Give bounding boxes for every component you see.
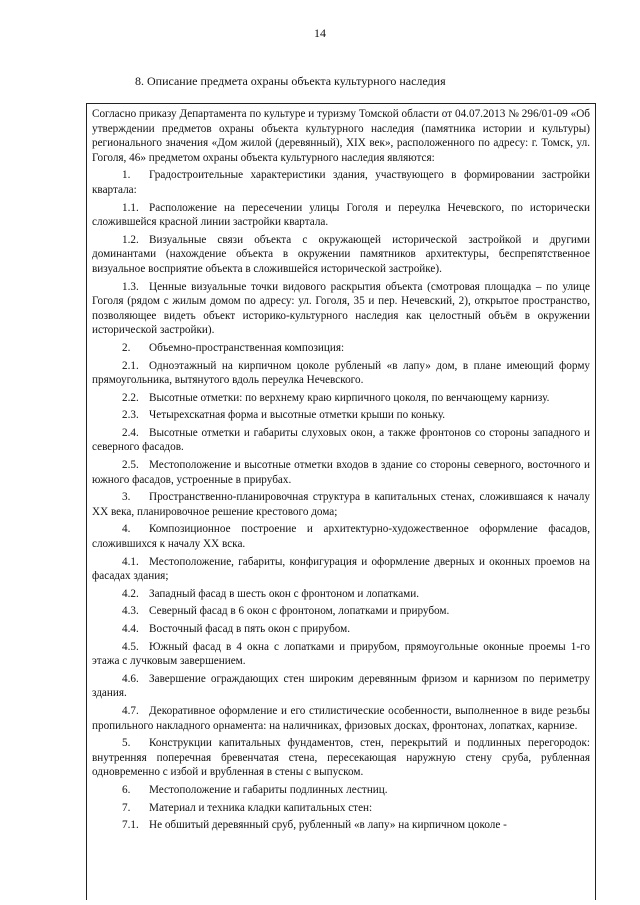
list-item [92,408,590,423]
list-item-text: Ценные визуальные точки видового раскрытия объекта (смотровая площадка – по улице Гоголя (рядом с жилым домом по адресу: ул. Гоголя, 35 и пер. Нечевский, 2), открытое пространство, позволяющее видеть объект историко-культурного наследия как целостный объём в окружении исторической застройки). [92,280,590,337]
list-item-text: Одноэтажный на кирпичном цоколе рубленый «в лапу» дом, в плане имеющий форму прямоугольника, вытянутого вдоль переулка Нечевского. [92,359,590,387]
list-item-number: 7.1. [122,819,139,832]
list-item-number: 4. [122,523,131,536]
list-item-number: 4.4. [122,623,139,635]
list-item [92,622,590,637]
list-item [92,522,590,551]
protection-subject-frame [86,103,596,900]
list-item [92,555,590,584]
list-item-text: Градостроительные характеристики здания, участвующего в формировании застройки квартала: [92,169,590,196]
list-item [92,704,590,733]
list-item-number: 1. [122,169,131,182]
list-item [92,640,590,669]
list-item-number: 2.1. [122,359,139,372]
list-item-text: Высотные отметки и габариты слуховых окон, а также фронтонов со стороны западного и северного фасадов. [92,426,590,454]
page-number: 14 [314,26,326,40]
list-item-number: 6. [122,783,131,796]
list-item-number: 4.1. [122,555,139,568]
list-item-number: 2.2. [122,391,139,404]
list-item-text: Четырехскатная форма и высотные отметки крыши по коньку. [149,409,446,422]
list-item-number: 1.3. [122,280,139,293]
list-item-number: 1.2. [122,233,139,246]
list-item-number: 1.1. [122,201,139,214]
list-item [92,233,590,277]
list-item [92,391,590,406]
list-item-text: Высотные отметки: по верхнему краю кирпичного цоколя, по венчающему карнизу. [149,391,550,404]
list-item-number: 4.6. [122,672,139,685]
list-item [92,801,590,816]
list-item-text: Композиционное построение и архитектурно-художественное оформление фасадов, сложившихся к началу XX вска. [92,523,590,551]
list-item-text: Расположение на пересечении улицы Гоголя и переулка Нечевского, по исторически сложившейся красной линии застройки квартала. [92,201,590,229]
list-item [92,736,590,780]
list-item [92,783,590,798]
list-item [92,280,590,338]
list-item [92,168,590,197]
list-item-number: 5. [122,737,131,750]
list-item [92,587,590,602]
list-item [92,458,590,487]
list-item-text: Южный фасад в 4 окна с лопатками и прирубом, прямоугольные оконные проемы 1-го этажа с лучковым завершением. [92,640,590,668]
list-item-number: 2.4. [122,426,139,439]
list-item-text: Местоположение и габариты подлинных лестниц. [149,783,388,796]
list-item-number: 4.3. [122,605,139,618]
list-item-text: Пространственно-планировочная структура в капитальных стенах, сложившаяся к началу XX века, планировочное решение крестового дома; [92,491,590,518]
list-item-number: 4.2. [122,587,139,600]
list-item-text: Завершение ограждающих стен широким деревянным фризом и карнизом по периметру здания. [92,672,590,700]
list-item-number: 2. [122,341,131,354]
list-item [92,341,590,356]
list-item-text: Материал и техника кладки капитальных стен: [149,801,373,814]
list-item-number: 2.3. [122,409,139,422]
list-item-text: Визуальные связи объекта с окружающей исторической застройкой и другими доминантами (нахождение объекта в окружении памятников архитектуры, беспрепятственное визуальное восприятие объекта в сложившейся исторической застройке). [92,233,590,275]
list-item [92,672,590,701]
protection-items-list [92,168,590,832]
section-title: 8. Описание предмета охраны объекта культурного наследия [135,74,446,88]
list-item [92,490,590,519]
list-item-text: Конструкции капитальных фундаментов, стен, перекрытий и подлинных перегородок: внутренняя поперечная бревенчатая стена, пересекающая наружную стену сруба, рубленная одновременно с избой и врубленная в стены с выпуском. [92,737,590,779]
list-item-number: 4.7. [122,704,139,717]
list-item [92,359,590,388]
list-item-text: Объемно-пространственная композиция: [149,341,345,354]
list-item-number: 7. [122,801,131,814]
list-item [92,604,590,619]
list-item-text: Западный фасад в шесть окон с фронтоном и лопатками. [149,587,420,600]
list-item-number: 4.5. [122,640,139,653]
list-item-text: Не обшитый деревянный сруб, рубленный «в лапу» на кирпичном цоколе - [149,819,507,832]
list-item-text: Местоположение, габариты, конфигурация и оформление дверных и оконных проемов на фасадах здания; [92,555,590,583]
list-item-number: 3. [122,491,131,504]
list-item [92,818,590,833]
list-item-number: 2.5. [122,459,139,472]
list-item [92,426,590,455]
intro-paragraph: Согласно приказу Департамента по культуре и туризму Томской области от 04.07.2013 № 296/01-09 «Об утверждении предметов охраны объекта культурного наследия (памятника истории и культуры) регионального значения «Дом жилой (деревянный), XIX век», расположенного по адресу: г. Томск, ул. Гоголя, 46» предметом охраны объекта культурного наследия являются: [92,108,590,164]
list-item-text: Северный фасад в 6 окон с фронтоном, лопатками и прирубом. [149,605,450,618]
list-item [92,201,590,230]
list-item-text: Декоративное оформление и его стилистические особенности, выполненное в виде резьбы пропильного накладного орнамента: на наличниках, фризовых досках, фронтонах, лопатках, карнизе. [92,704,590,732]
list-item-text: Местоположение и высотные отметки входов в здание со стороны северного, восточного и южного фасадов, устроенные в прирубах. [92,459,590,486]
list-item-text: Восточный фасад в пять окон с прирубом. [149,623,351,635]
